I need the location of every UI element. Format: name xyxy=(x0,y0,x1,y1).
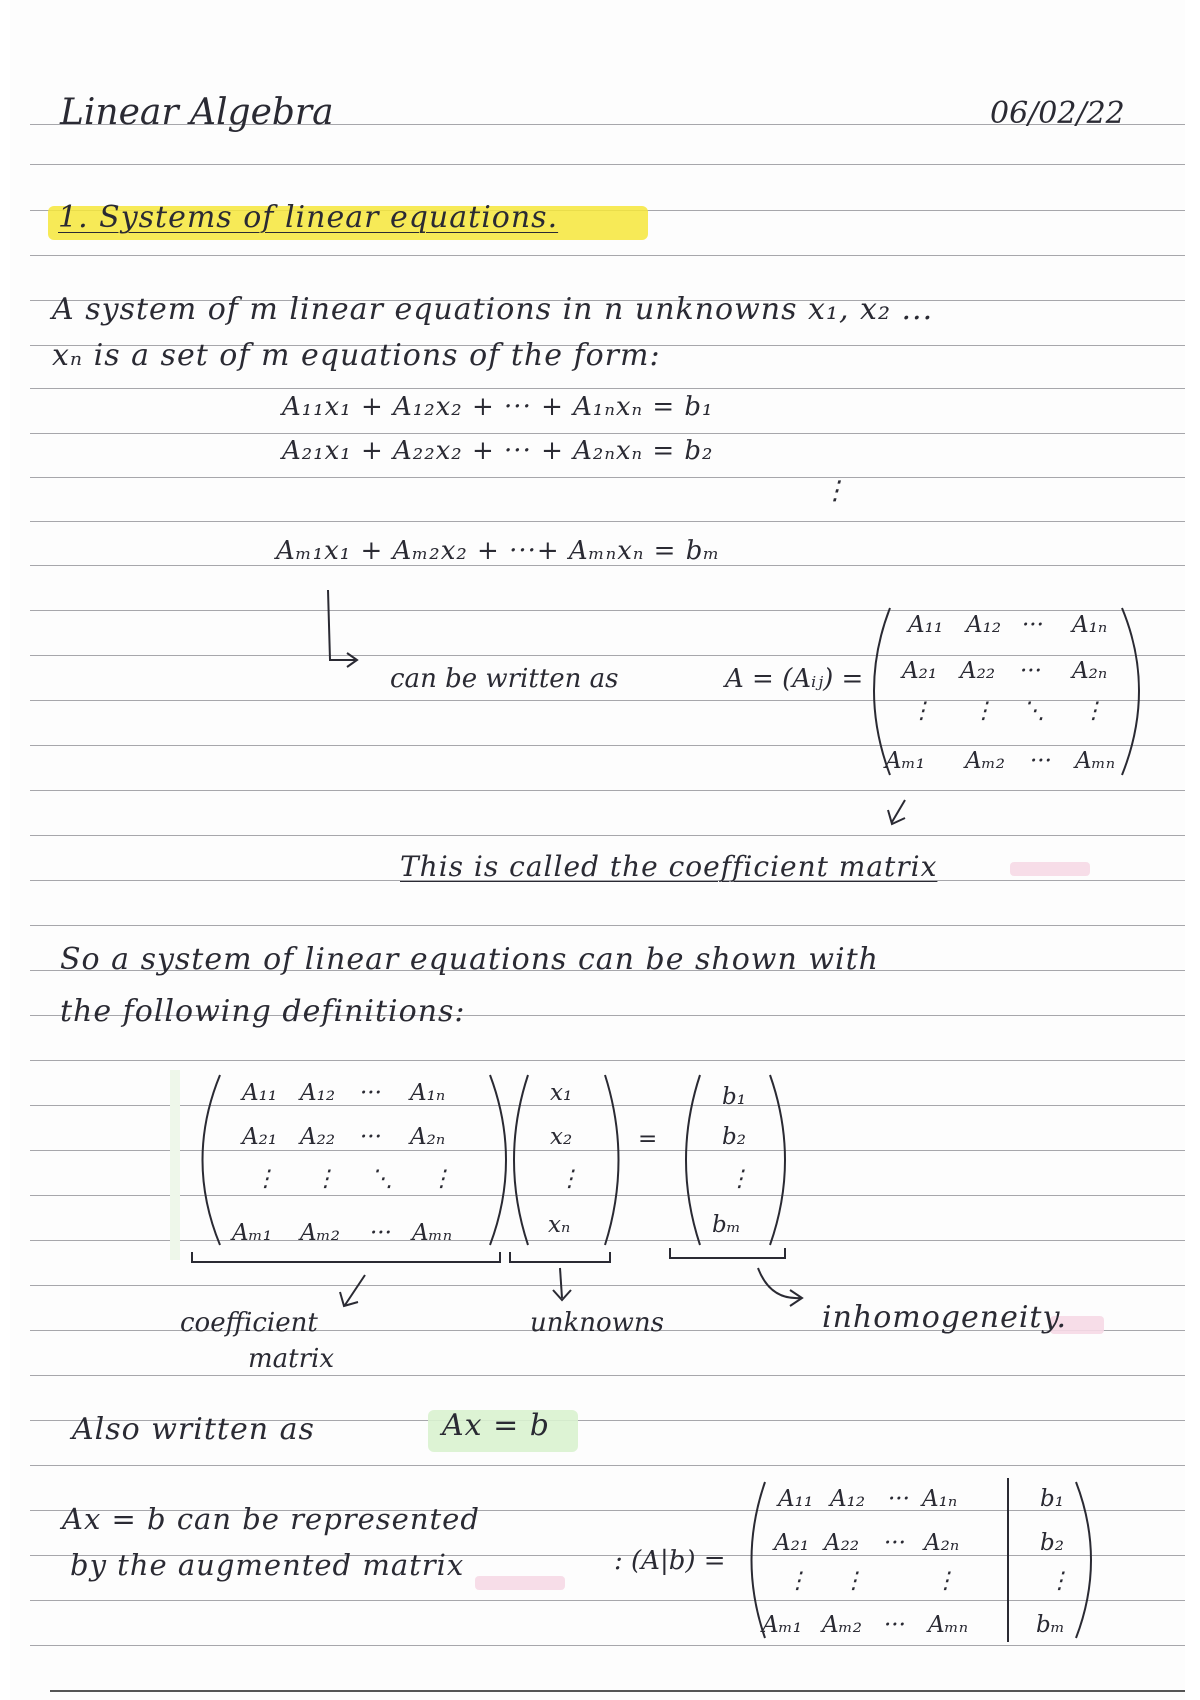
page-date: 06/02/22 xyxy=(990,96,1125,131)
so-line-1: So a system of linear equations can be shown with xyxy=(60,942,879,977)
augmented-line-2: by the augmented matrix xyxy=(70,1548,465,1582)
equals-sign: = xyxy=(638,1126,658,1152)
vector-cell: xₙ xyxy=(548,1212,571,1238)
matrix-cell: Aₘ₁ xyxy=(232,1220,272,1246)
matrix-cell: ⋱ xyxy=(1022,698,1045,724)
matrix-cell: A₂₂ xyxy=(300,1124,336,1150)
augmented-lhs: : (A|b) = xyxy=(614,1546,726,1576)
matrix-cell: b₂ xyxy=(1040,1530,1064,1556)
matrix-cell: ⋮ xyxy=(430,1166,453,1192)
intro-line-2: xₙ is a set of m equations of the form: xyxy=(52,338,661,373)
matrix-cell: ⋮ xyxy=(910,698,933,724)
matrix-label: matrix xyxy=(248,1344,335,1374)
matrix-cell: A₁ₙ xyxy=(1072,612,1108,638)
x-brace xyxy=(510,1252,610,1262)
matrix-right-paren xyxy=(1122,608,1139,775)
matrix-cell: Aₘ₁ xyxy=(885,748,925,774)
x-left-paren xyxy=(514,1075,528,1245)
aug-right-paren xyxy=(1076,1482,1091,1638)
matrix-cell: ⋱ xyxy=(370,1166,393,1192)
matrix-cell: ··· xyxy=(884,1530,906,1556)
b-brace xyxy=(670,1248,785,1258)
matrix-cell: ⋮ xyxy=(1082,698,1105,724)
hook-arrow xyxy=(328,590,355,660)
matrix-cell: ⋮ xyxy=(972,698,995,724)
matrix-cell: A₁₁ xyxy=(778,1486,814,1512)
matrix-cell: ··· xyxy=(370,1220,392,1246)
matrix-cell: Aₘ₁ xyxy=(762,1612,802,1638)
coef-right-paren xyxy=(490,1075,506,1245)
unknowns-label: unknowns xyxy=(530,1308,664,1338)
vector-cell: b₂ xyxy=(722,1124,746,1150)
matrix-cell: A₂₁ xyxy=(774,1530,810,1556)
coefficient-label: coefficient xyxy=(180,1308,318,1338)
section-heading: 1. Systems of linear equations. xyxy=(58,200,559,235)
matrix-cell: Aₘ₂ xyxy=(822,1612,862,1638)
notebook-page xyxy=(10,0,1185,1700)
matrix-cell: A₁₂ xyxy=(830,1486,866,1512)
matrix-cell: ⋮ xyxy=(314,1166,337,1192)
caption-arrow-head xyxy=(888,810,905,824)
written-as-label: can be written as xyxy=(390,664,619,694)
matrix-cell: A₂ₙ xyxy=(410,1124,446,1150)
vector-cell: ⋮ xyxy=(728,1166,751,1192)
matrix-cell: Aₘ₂ xyxy=(965,748,1005,774)
matrix-cell: ··· xyxy=(1020,658,1042,684)
coefficient-caption: This is called the coefficient matrix xyxy=(400,850,938,883)
matrix-cell: ⋮ xyxy=(842,1568,865,1594)
matrix-cell: A₁₁ xyxy=(908,612,944,638)
x-right-paren xyxy=(605,1075,619,1245)
vector-cell: bₘ xyxy=(712,1212,741,1238)
matrix-cell: b₁ xyxy=(1040,1486,1064,1512)
b-right-paren xyxy=(770,1075,785,1245)
matrix-cell: ··· xyxy=(888,1486,910,1512)
matrix-cell: ··· xyxy=(360,1124,382,1150)
matrix-cell: ⋮ xyxy=(786,1568,809,1594)
equation-vdots: ⋮ xyxy=(822,476,849,506)
b-left-paren xyxy=(686,1075,700,1245)
matrix-cell: Aₘₙ xyxy=(412,1220,453,1246)
equation-2: A₂₁x₁ + A₂₂x₂ + ··· + A₂ₙxₙ = b₂ xyxy=(282,436,714,466)
matrix-cell: ··· xyxy=(1022,612,1044,638)
vector-cell: b₁ xyxy=(722,1084,746,1110)
coef-brace xyxy=(192,1252,500,1262)
coef-arrow xyxy=(345,1275,365,1305)
matrix-cell: A₁₁ xyxy=(242,1080,278,1106)
matrix-cell: Aₘₙ xyxy=(1075,748,1116,774)
matrix-cell: ··· xyxy=(1030,748,1052,774)
matrix-cell: Aₘₙ xyxy=(928,1612,969,1638)
matrix-cell: bₘ xyxy=(1036,1612,1065,1638)
vector-cell: x₂ xyxy=(550,1124,573,1150)
coef-left-paren xyxy=(203,1075,221,1245)
intro-line-1: A system of m linear equations in n unknowns x₁, x₂ ... xyxy=(52,292,934,327)
matrix-cell: A₂₂ xyxy=(960,658,996,684)
matrix-cell: A₂ₙ xyxy=(924,1530,960,1556)
caption-highlight xyxy=(1010,862,1090,876)
matrix-cell: ⋮ xyxy=(1048,1568,1071,1594)
equation-m: Aₘ₁x₁ + Aₘ₂x₂ + ···+ Aₘₙxₙ = bₘ xyxy=(276,536,721,566)
written-as-lhs: A = (Aᵢⱼ) = xyxy=(725,664,864,694)
vector-cell: x₁ xyxy=(550,1080,573,1106)
unknowns-arrow xyxy=(560,1268,562,1298)
matrix-cell: A₂₁ xyxy=(902,658,938,684)
matrix-cell: A₁ₙ xyxy=(922,1486,958,1512)
matrix-cell: Aₘ₂ xyxy=(300,1220,340,1246)
augmented-line-1: Ax = b can be represented xyxy=(62,1502,480,1536)
matrix-cell: ··· xyxy=(884,1612,906,1638)
matrix-cell: A₁ₙ xyxy=(410,1080,446,1106)
matrix-cell: A₂₂ xyxy=(824,1530,860,1556)
page-title: Linear Algebra xyxy=(60,92,334,133)
equation-1: A₁₁x₁ + A₁₂x₂ + ··· + A₁ₙxₙ = b₁ xyxy=(282,392,714,422)
also-written-label: Also written as xyxy=(72,1412,315,1447)
vector-cell: ⋮ xyxy=(558,1166,581,1192)
augmented-highlight xyxy=(475,1576,565,1590)
matrix-cell: ··· xyxy=(360,1080,382,1106)
matrix-cell: A₁₂ xyxy=(300,1080,336,1106)
matrix-cell: A₁₂ xyxy=(966,612,1002,638)
matrix-cell: A₂ₙ xyxy=(1072,658,1108,684)
matrix-cell: ⋮ xyxy=(934,1568,957,1594)
so-line-2: the following definitions: xyxy=(60,994,466,1029)
inhomogeneity-label: inhomogeneity. xyxy=(822,1300,1067,1335)
matrix-cell: A₂₁ xyxy=(242,1124,278,1150)
matrix-cell: ⋮ xyxy=(254,1166,277,1192)
green-margin-mark xyxy=(170,1070,180,1260)
ax-equals-b: Ax = b xyxy=(442,1408,550,1443)
